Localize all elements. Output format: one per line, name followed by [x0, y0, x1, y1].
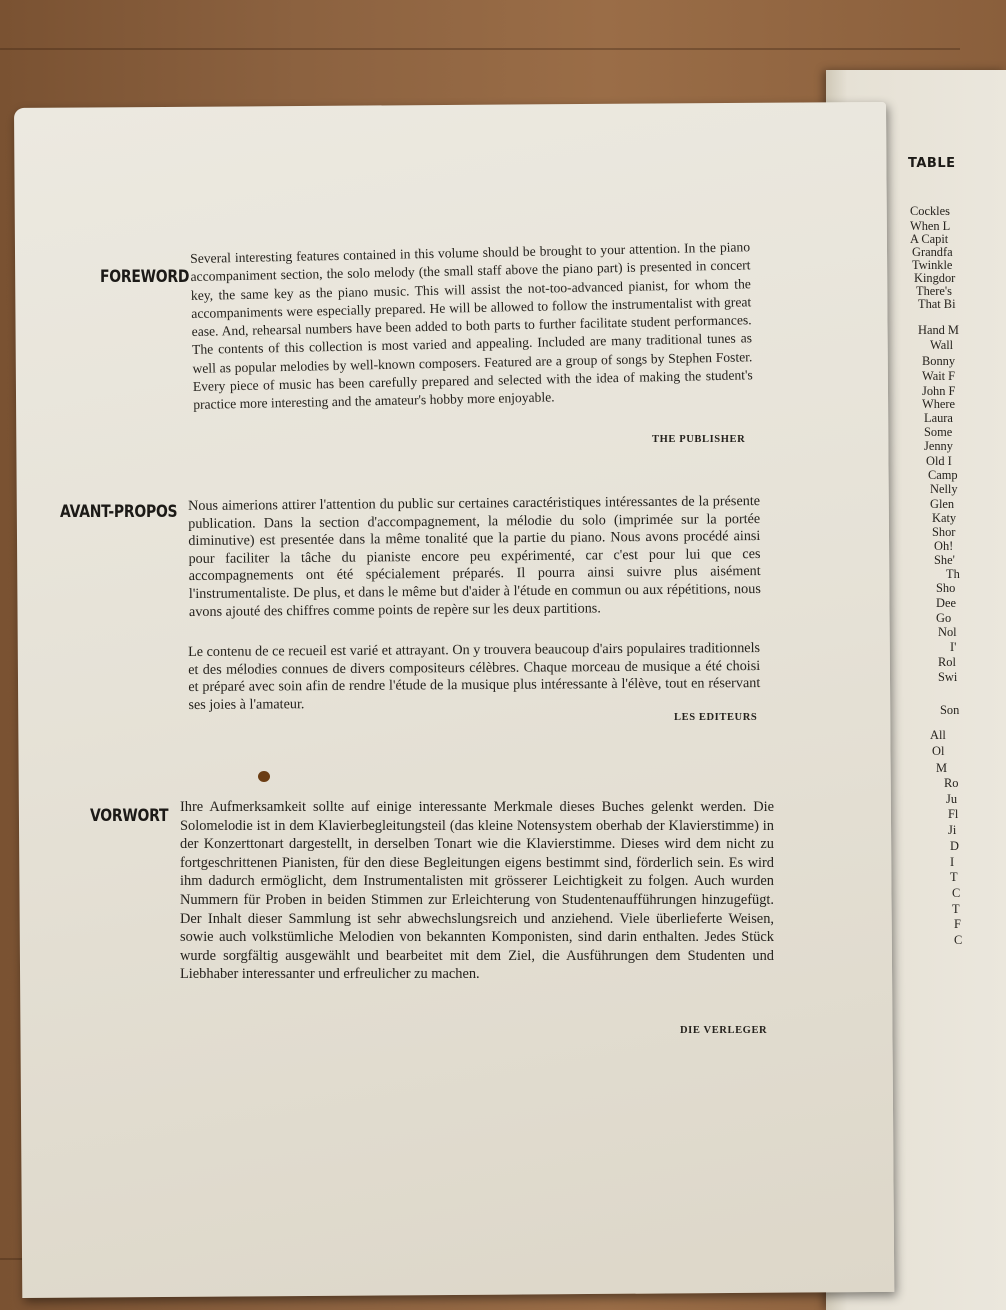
toc-item: When L: [910, 219, 951, 233]
toc-item: Camp: [928, 468, 958, 482]
avant-propos-signature: LES EDITEURS: [674, 712, 758, 723]
toc-item: Hand M: [918, 323, 959, 337]
toc-item: Ji: [948, 823, 957, 837]
toc-item: She': [934, 553, 955, 567]
toc-item: Swi: [938, 670, 958, 684]
toc-item: Dee: [936, 596, 956, 610]
ink-stain: [258, 771, 270, 782]
toc-item: A Capit: [910, 232, 949, 246]
toc-item: Oh!: [934, 539, 954, 553]
toc-item: Fl: [948, 807, 959, 821]
avant-propos-paragraph-2: Le contenu de ce recueil est varié et attrayant. On y trouvera beaucoup d'airs populaires traditionnels et des mélodies connues de divers compositeurs célèbres. Chaque morceau de musique a été choisi et préparé avec soin afin de rendre l'étude de la musique plus intéressante à l'élève, tout en réservant ses joies à l'amateur.: [188, 640, 761, 713]
toc-item: Jenny: [924, 439, 953, 453]
toc-item: C: [954, 933, 963, 947]
toc-item: Old I: [926, 454, 952, 468]
vorwort-signature: DIE VERLEGER: [680, 1025, 768, 1036]
toc-item: T: [950, 870, 958, 884]
toc-item: There's: [916, 284, 952, 298]
toc-item: Wall: [930, 338, 954, 352]
toc-item: Grandfa: [912, 245, 953, 259]
toc-item: Kingdor: [914, 271, 956, 285]
toc-item: Wait F: [922, 369, 956, 383]
toc-item: Where: [922, 397, 956, 411]
toc-item: I: [950, 855, 955, 869]
toc-item: Ol: [932, 744, 945, 758]
foreword-signature: THE PUBLISHER: [652, 434, 746, 445]
toc-item: M: [936, 761, 948, 775]
toc-item: Son: [940, 703, 960, 717]
toc-item: Laura: [924, 411, 953, 425]
foreword-heading: FOREWORD: [100, 267, 190, 287]
toc-item: D: [950, 839, 959, 853]
toc-item: F: [954, 917, 961, 931]
toc-title: TABLE: [908, 156, 956, 171]
foreword-text: Several interesting features contained in this volume should be brought to your attention. In the piano accompaniment section, the solo melody (the small staff above the piano part) is presented in concert key, the same key as the piano music. This will assist the not-too-advanced pianist, for whom the accompaniments were especially prepared. He will be allowed to follow the instrumentalist with great ease. And, rehearsal numbers have been added to both parts to further facilitate student performances. The contents of this collection is most varied and appealing. Included are many traditional tunes as well as popular melodies by well-known composers. Featured are a group of songs by Stephen Foster. Every piece of music has been carefully prepared and selected with the idea of making the student's practice more interesting and the amateur's hobby more enjoyable.: [190, 239, 753, 413]
vorwort-heading: VORWORT: [90, 806, 169, 826]
avant-propos-heading: AVANT-PROPOS: [60, 502, 178, 522]
toc-item: All: [930, 728, 946, 742]
toc-item: Rol: [938, 655, 956, 669]
vorwort-text: Ihre Aufmerksamkeit sollte auf einige interessante Merkmale dieses Buches gelenkt werden. Die Solomelodie ist in dem Klavierbegleitungsteil (das kleine Notensystem oberhab der Klavierstimme) in der Konzerttonart dargestellt, in derselben Tonart wie die Klavierstimme. Dieses wird dem nicht zu fortgeschrittenen Pianisten, für den diese Begleitungen eigens bestimmt sind, förderlich sein. Es wird ihm dadurch ermöglicht, dem Instrumentalisten mit grösserer Leichtigkeit zu folgen. Auch wurden Nummern für Proben in beiden Stimmen zur Erleichterung von Studentenaufführungen hinzugefügt. Der Inhalt dieser Sammlung ist sehr abwechslungsreich und anziehend. Viele überlieferte Weisen, sowie auch volkstümliche Melodien von bekannten Komponisten, sind darin enthalten. Jedes Stück wurde sorgfältig ausgewählt und bearbeitet mit dem Ziel, die Ausführungen dem Studenten und Liebhaber interessanter und erfreulicher zu machen.: [180, 799, 774, 983]
toc-item: Twinkle: [912, 258, 953, 272]
toc-item: Ju: [946, 792, 958, 806]
toc-item: Nol: [938, 625, 957, 639]
toc-item: John F: [922, 384, 956, 398]
toc-item: I': [950, 640, 957, 654]
toc-item: Bonny: [922, 354, 956, 368]
toc-item: Cockles: [910, 204, 950, 218]
toc-item: Katy: [932, 511, 957, 525]
toc-item: Th: [946, 567, 960, 581]
toc-item: Some: [924, 425, 953, 439]
toc-item: Shor: [932, 525, 956, 539]
toc-item: Sho: [936, 581, 956, 595]
avant-propos-paragraph-1: Nous aimerions attirer l'attention du public sur certaines caractéristiques intéressantes de la présente publication. Dans la section d'accompagnement, la mélodie du solo (imprimée sur la portée diminutive) est presentée dans la même tonalité que la partie du piano. Nous avons procédé ainsi pour faciliter la tâche du pianiste encore peu expérimenté, car c'est pour lui que ces accompagnements ont été spécialement préparés. Il pourra ainsi suivre plus aisément l'instrumentaliste. De plus, et dans le même but d'aider à l'étude en commun ou aux répétitions, nous avons ajouté des chiffres comme points de repère sur les deux partitions.: [188, 493, 761, 620]
toc-item: Go: [936, 611, 952, 625]
toc-item: Glen: [930, 497, 955, 511]
toc-item: Ro: [944, 776, 959, 790]
toc-item: C: [952, 886, 961, 900]
toc-item: That Bi: [918, 297, 956, 311]
toc-item: Nelly: [930, 482, 958, 496]
toc-item: T: [952, 902, 960, 916]
